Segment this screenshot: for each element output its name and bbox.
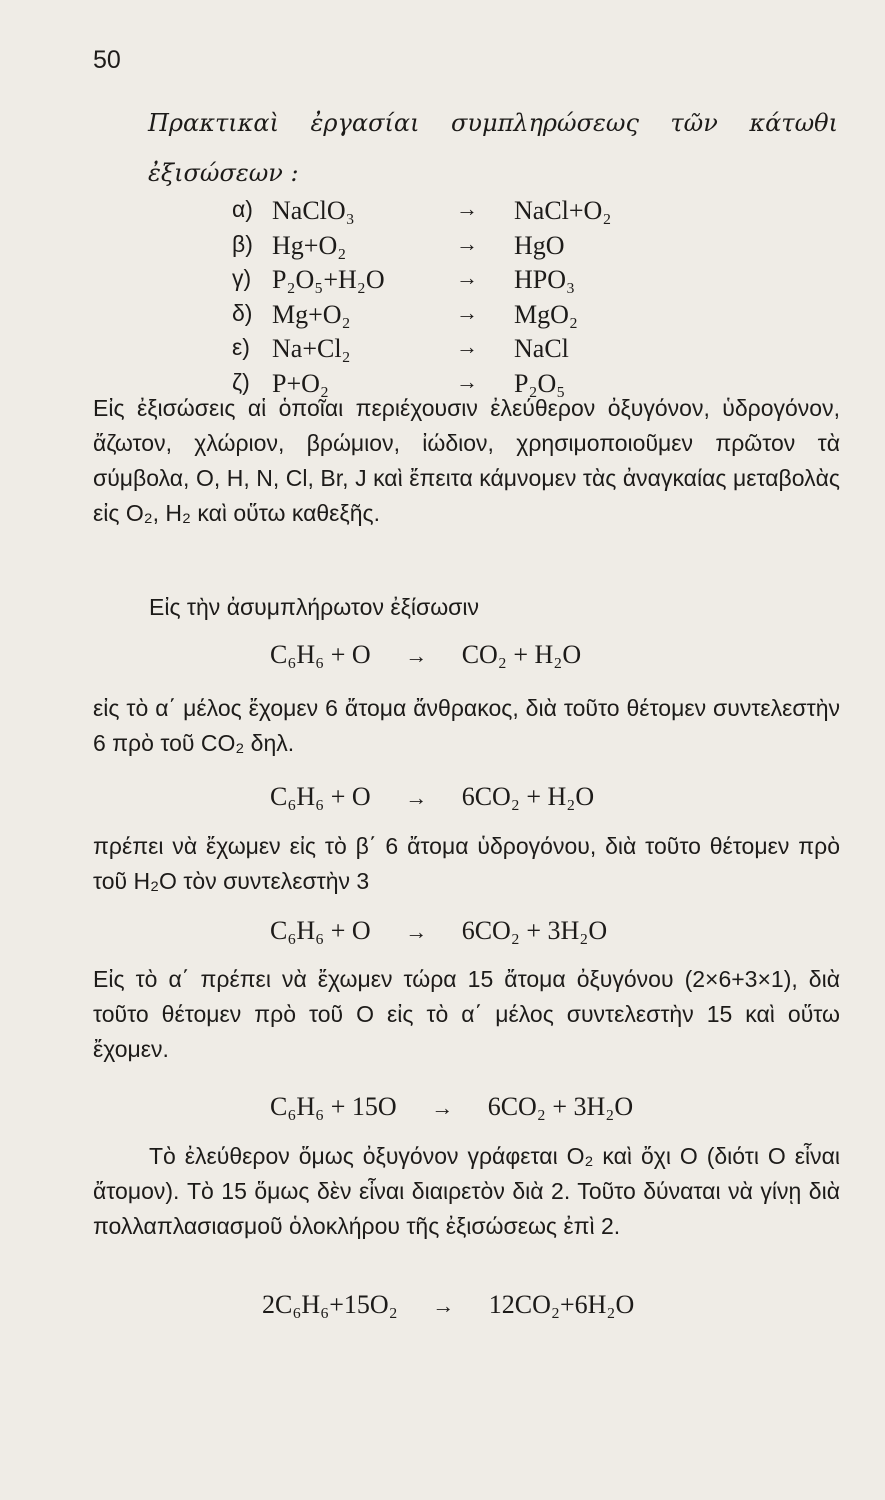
exercise-lhs: Hg+O₂ — [272, 230, 347, 260]
equation-rhs: 12CO₂+6H₂O — [488, 1290, 635, 1319]
equation-4 — [270, 1092, 633, 1122]
exercise-lhs: P₂O₅+H₂O — [272, 265, 385, 294]
exercise-rhs: HPO₃ — [514, 265, 576, 294]
exercise-label: α) — [232, 196, 253, 222]
equation-lhs: C₆H₆ + O — [270, 640, 371, 669]
heading: Πρακτικαὶ ἐργασίαι συμπληρώσεως τῶν κάτωθι ἐξισώσεων : — [148, 109, 838, 187]
equation-lhs: 2C₆H₆+15O₂ — [262, 1290, 398, 1319]
exercise-label: ε) — [232, 334, 250, 360]
equation-rhs: 6CO₂ + 3H₂O — [487, 1092, 634, 1121]
paragraph-oxygen: Εἰς τὸ α΄ πρέπει νὰ ἔχωμεν τώρα 15 ἄτομα ὀξυγόνου (2×6+3×1), διὰ τοῦτο θέτομεν πρὸ τοῦ O εἰς τὸ α΄ μέλος συντελεστὴν 15 καὶ οὕτω ἔχομεν. — [93, 966, 840, 1062]
exercise-rhs: NaCl+O₂ — [514, 196, 612, 225]
equation-3 — [270, 916, 607, 946]
page-number: 50 — [93, 46, 121, 74]
exercise-rhs: NaCl — [514, 334, 569, 363]
arrow-icon: → — [456, 299, 478, 325]
arrow-icon: → — [405, 785, 428, 810]
exercise-lhs: NaClO₃ — [272, 196, 355, 225]
arrow-icon: → — [456, 368, 478, 394]
arrow-icon: → — [456, 230, 478, 256]
exercise-lhs: P+O₂ — [272, 368, 329, 398]
exercise-rhs: P₂O₅ — [514, 368, 566, 398]
exercise-label: γ) — [232, 265, 252, 291]
exercise-label: δ) — [232, 299, 253, 326]
arrow-icon: → — [456, 334, 478, 359]
arrow-icon: → — [456, 196, 478, 221]
arrow-icon: → — [456, 265, 478, 290]
exercise-label: ζ) — [232, 368, 250, 395]
exercise-rhs: HgO — [514, 230, 565, 260]
exercise-rhs: MgO₂ — [514, 299, 578, 329]
arrow-icon: → — [432, 1293, 455, 1318]
arrow-icon: → — [405, 919, 428, 944]
equation-1 — [270, 640, 581, 670]
paragraph-carbon: εἰς τὸ α΄ μέλος ἔχομεν 6 ἄτομα ἄνθρακος, διὰ τοῦτο θέτομεν συντελεστὴν 6 πρὸ τοῦ CO₂ δηλ. — [93, 695, 840, 756]
equation-lhs: C₆H₆ + 15O — [270, 1092, 397, 1121]
paragraph-free-oxygen: Τὸ ἐλεύθερον ὅμως ὀξυγόνον γράφεται O₂ καὶ ὄχι O (διότι O εἶναι ἄτομον). Τὸ 15 ὅμως δὲν εἶναι διαιρετὸν διὰ 2. Τοῦτο δύναται νὰ γίνῃ διὰ πολλαπλασιασμοῦ ὁλοκλήρου τῆς ἐξισώσεως ἐπὶ 2. — [93, 1143, 840, 1239]
equation-rhs: 6CO₂ + 3H₂O — [461, 916, 608, 945]
paragraph-free-elements: Εἰς ἐξισώσεις αἱ ὁποῖαι περιέχουσιν ἐλεύθερον ὀξυγόνον, ὑδρογόνον, ἄζωτον, χλώριον, βρώμιον, ἰώδιον, χρησιμοποιοῦμεν πρῶτον τὰ σύμβολα, O, H, N, Cl, Br, J καὶ ἔπειτα κάμνομεν τὰς ἀναγκαίας μεταβολὰς εἰς O₂, H₂ καὶ οὕτω καθεξῆς. — [93, 395, 840, 526]
equation-lhs: C₆H₆ + O — [270, 916, 371, 945]
exercise-lhs: Mg+O₂ — [272, 299, 351, 329]
equation-5 — [262, 1290, 634, 1320]
equation-lhs: C₆H₆ + O — [270, 782, 371, 811]
exercise-lhs: Na+Cl₂ — [272, 334, 351, 363]
equation-2 — [270, 782, 594, 812]
exercise-label: β) — [232, 230, 253, 257]
paragraph-incomplete-equation: Εἰς τὴν ἀσυμπλήρωτον ἐξίσωσιν — [149, 594, 479, 620]
arrow-icon: → — [431, 1095, 454, 1120]
paragraph-hydrogen: πρέπει νὰ ἔχωμεν εἰς τὸ β΄ 6 ἄτομα ὑδρογόνου, διὰ τοῦτο θέτομεν πρὸ τοῦ H₂O τὸν συντελεστὴν 3 — [93, 833, 840, 894]
arrow-icon: → — [405, 643, 428, 668]
equation-rhs: 6CO₂ + H₂O — [461, 782, 595, 811]
equation-rhs: CO₂ + H₂O — [461, 640, 582, 669]
